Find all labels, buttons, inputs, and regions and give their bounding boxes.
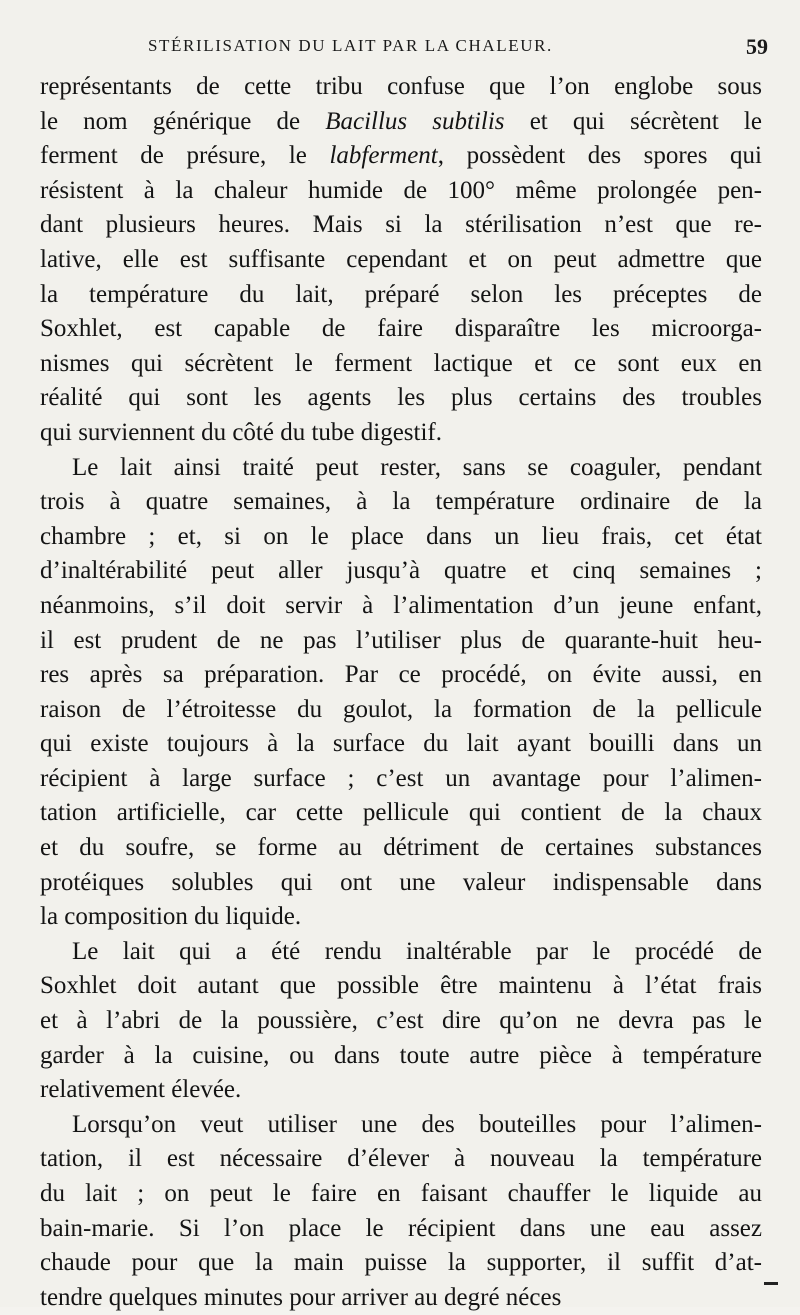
paragraph [40,935,762,1108]
text-line: néanmoins, s’il doit servir à l’alimentation d’un jeune enfant, [40,591,762,619]
text-line: lative, elle est suffisante cependant et on peut admettre que [40,245,762,273]
paragraph [40,451,762,935]
text-line: réalité qui sont les agents les plus certains des troubles [40,384,762,412]
text-line: tendre quelques minutes pour arriver au degré néces [40,1283,562,1311]
text-line: chaude pour que la main puisse la supporter, il suffit d’at- [40,1249,762,1277]
text-line: chambre ; et, si on le place dans un lieu frais, cet état [40,522,762,550]
text-line: et du soufre, se forme au détriment de certaines substances [40,834,762,862]
text-line: la composition du liquide. [40,903,302,931]
text-line: garder à la cuisine, ou dans toute autre pièce à température [40,1041,762,1069]
text-line: il est prudent de ne pas l’utiliser plus de quarante-huit heu- [40,626,762,654]
text-line: Le lait qui a été rendu inaltérable par le procédé de [72,937,762,965]
text-line: du lait ; on peut le faire en faisant chauffer le liquide au [40,1180,762,1207]
text-line: représentants de cette tribu confuse que l’on englobe sous [40,73,762,100]
text-line: relativement élevée. [40,1076,242,1104]
text-line: d’inaltérabilité peut aller jusqu’à quatre et cinq semaines ; [40,557,762,585]
page-number: 59 [746,34,768,59]
text-line: raison de l’étroitesse du goulot, la formation de la pellicule [40,695,762,723]
text-line: Lorsqu’on veut utiliser une des bouteilles pour l’alimen- [72,1110,762,1138]
text-line: le nom générique de Bacillus subtilis et qui sécrètent le [40,107,762,135]
text-line: tation artificielle, car cette pellicule qui contient de la chaux [40,799,762,827]
paragraph [40,70,762,451]
text-line: et à l’abri de la poussière, c’est dire qu’on ne devra pas le [40,1007,762,1035]
text-line: Soxhlet, est capable de faire disparaître les microorga- [40,315,762,343]
continuation-hyphen [764,1282,778,1285]
body-text [40,70,762,1315]
text-line: qui surviennent du côté du tube digestif. [40,418,443,446]
running-head [40,34,768,60]
text-line: récipient à large surface ; c’est un avantage pour l’alimen- [40,764,762,792]
text-line: Soxhlet doit autant que possible être maintenu à l’état frais [40,972,762,1000]
text-line: résistent à la chaleur humide de 100° même prolongée pen- [40,176,762,204]
text-line: res après sa préparation. Par ce procédé, on évite aussi, en [40,661,762,689]
text-line: protéiques solubles qui ont une valeur indispensable dans [40,868,762,896]
running-title: STÉRILISATION DU LAIT PAR LA CHALEUR. [148,36,553,55]
text-line: trois à quatre semaines, à la température ordinaire de la [40,488,762,516]
text-line: dant plusieurs heures. Mais si la stérilisation n’est que re- [40,211,762,239]
text-line: ferment de présure, le labferment, possèdent des spores qui [40,142,762,170]
text-line: la température du lait, préparé selon les préceptes de [40,280,762,308]
text-line: bain-marie. Si l’on place le récipient dans une eau assez [40,1214,762,1242]
text-line: qui existe toujours à la surface du lait ayant bouilli dans un [40,730,762,758]
text-line: Le lait ainsi traité peut rester, sans se coaguler, pendant [72,453,762,481]
text-line: nismes qui sécrètent le ferment lactique et ce sont eux en [40,349,762,377]
text-line: tation, il est nécessaire d’élever à nouveau la température [40,1145,762,1173]
paragraph [40,1108,762,1315]
